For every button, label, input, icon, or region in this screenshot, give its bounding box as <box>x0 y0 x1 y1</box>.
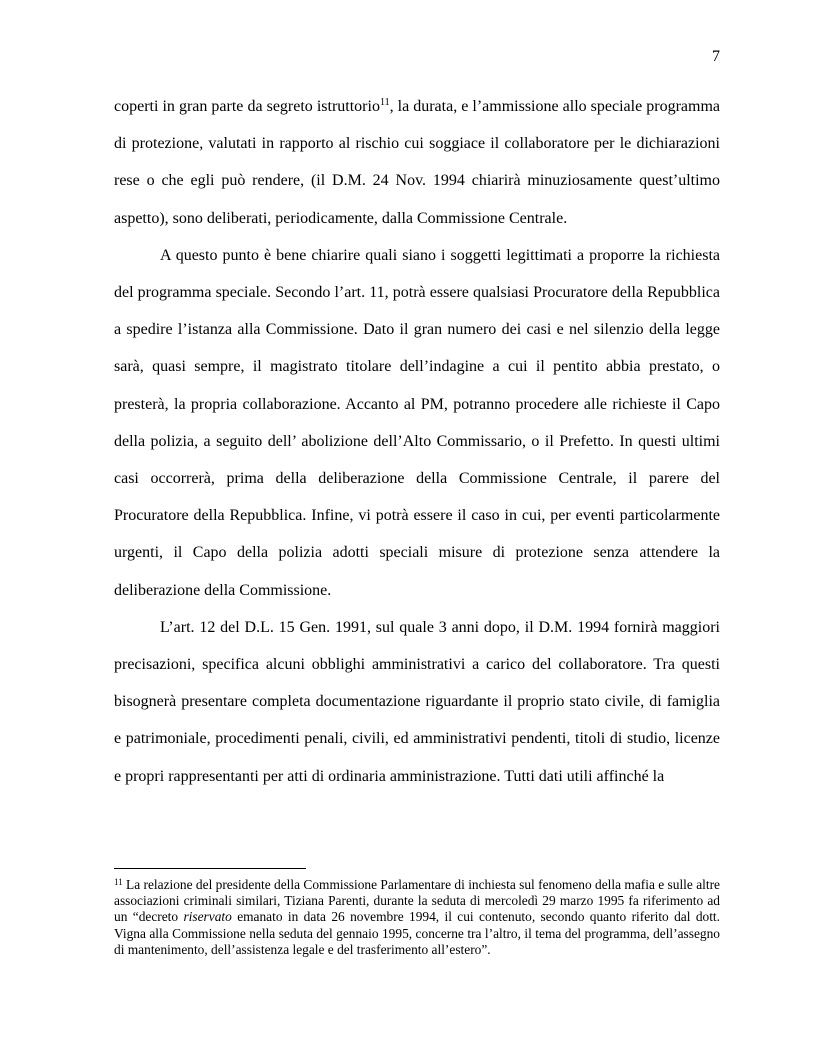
page-number: 7 <box>712 48 720 65</box>
paragraph-1-text-cont: , la durata, e l’ammissione allo speciale programma di protezione, valutati in rapporto al rischio cui soggiace il collaboratore per le dichiarazioni rese o che egli può rendere, (il D.M. 24 Nov. 1994 chiarirà minuziosamente quest’ultimo aspetto), sono deliberati, periodicamente, dalla Commissione Centrale. <box>114 98 720 227</box>
footnote-marker: 11 <box>114 877 123 887</box>
paragraph-1 <box>114 88 720 237</box>
footnote-divider <box>114 868 306 869</box>
paragraph-2: A questo punto è bene chiarire quali siano i soggetti legittimati a proporre la richiesta del programma speciale. Secondo l’art. 11, potrà essere qualsiasi Procuratore della Repubblica a spedire l’istanza alla Commissione. Dato il gran numero dei casi e nel silenzio della legge sarà, quasi sempre, il magistrato titolare dell’indagine a cui il pentito abbia prestato, o presterà, la propria collaborazione. Accanto al PM, potranno procedere alle richieste il Capo della polizia, a seguito dell’ abolizione dell’Alto Commissario, o il Prefetto. In questi ultimi casi occorrerà, prima della deliberazione della Commissione Centrale, il parere del Procuratore della Repubblica. Infine, vi potrà essere il caso in cui, per eventi particolarmente urgenti, il Capo della polizia adotti speciali misure di protezione senza attendere la deliberazione della Commissione. <box>114 246 720 599</box>
footnote-text: La relazione del presidente della Commissione Parlamentare di inchiesta sul fenomeno della mafia e sulle altre associazioni criminali similari, Tiziana Parenti, durante la seduta di mercoledì 29 marzo 1995 fa riferimento ad un “decreto <box>114 877 720 925</box>
footnote-text-cont: emanato in data 26 novembre 1994, il cui contenuto, secondo quanto riferito dal dott. Vigna alla Commissione nella seduta del gennaio 1995, concerne tra l’altro, il tema del programma, dell’assegno di mantenimento, dell’assistenza legale e del trasferimento all’estero”. <box>114 909 721 957</box>
footnote-reference[interactable]: 11 <box>379 97 390 108</box>
paragraph-3: L’art. 12 del D.L. 15 Gen. 1991, sul quale 3 anni dopo, il D.M. 1994 fornirà maggiori precisazioni, specifica alcuni obblighi amministrativi a carico del collaboratore. Tra questi bisognerà presentare completa documentazione riguardante il proprio stato civile, di famiglia e patrimoniale, procedimenti penali, civili, ed amministrativi pendenti, titoli di studio, licenze e propri rappresentanti per atti di ordinaria amministrazione. Tutti dati utili affinché la <box>114 618 720 785</box>
footnote <box>114 877 720 958</box>
footnote-italic-word: riservato <box>183 909 232 925</box>
paragraph-1-text: coperti in gran parte da segreto istruttorio <box>114 98 380 115</box>
body-text <box>114 88 720 795</box>
